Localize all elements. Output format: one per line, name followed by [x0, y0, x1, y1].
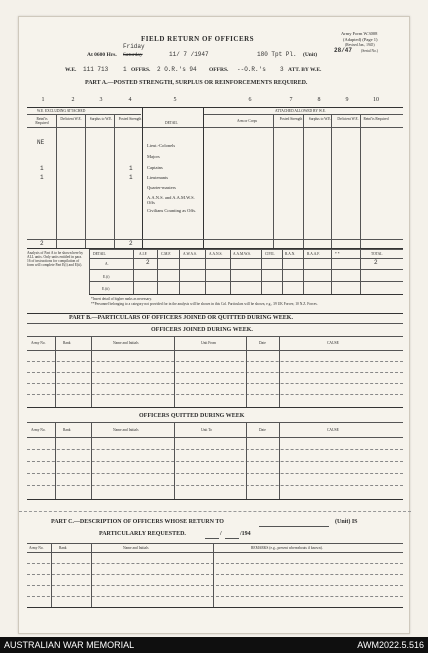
analysis-bottom-rule	[89, 294, 403, 295]
footer-accession-number: AWM2022.5.516	[357, 640, 424, 650]
grid-line	[91, 336, 92, 407]
grid-line	[133, 249, 134, 294]
ors-dash: --O.R.'s	[237, 66, 266, 73]
grid-line	[282, 249, 283, 294]
analysis-head-other: * *	[335, 252, 340, 256]
total-row-top-rule	[27, 239, 403, 240]
analysis-row-rule	[89, 269, 403, 270]
grid-line	[273, 114, 274, 248]
subhead-surplus-we-2: Surplus to W.E.	[308, 117, 332, 121]
col-number-2: 2	[71, 97, 75, 103]
we-value: 111 713	[83, 66, 109, 73]
part-c-col-army-no: Army No.	[29, 546, 44, 550]
part-c-heading: PART C.—DESCRIPTION OF OFFICERS WHOSE RETURN TO	[51, 519, 224, 525]
quitted-col-cause: CAUSE	[327, 428, 339, 432]
part-c-year: /194	[240, 531, 251, 537]
rank-captains: Captains	[147, 165, 163, 170]
grid-line	[91, 422, 92, 499]
part-a-heading: PART A.—POSTED STRENGTH, SURPLUS OR REINFORCEMENTS REQUIRED.	[85, 80, 308, 86]
part-c-bottom-rule	[27, 607, 403, 608]
subhead-deficient-we: Deficient W.E.	[60, 117, 82, 121]
quitted-head-rule	[27, 437, 403, 438]
grid-line	[331, 249, 332, 294]
grid-line	[203, 107, 204, 248]
part-a-top-rule	[27, 107, 403, 108]
col1-value-lieutenants: 1	[40, 174, 44, 181]
subhead-arm-corps: Arm or Corps	[237, 119, 257, 123]
quitted-col-name: Name and Initials	[113, 428, 139, 432]
joined-head-top-rule	[27, 336, 403, 337]
day-struck: Saturday	[123, 52, 143, 58]
col4-total: 2	[129, 240, 133, 247]
grid-line	[179, 249, 180, 294]
footnote-2: **Personnel belonging to a category not provided for in the analysis will be shown in this Col. Particulars will be shown, e.g., 39 UK Forces; 10 N.Z. Forces.	[91, 302, 318, 306]
att-label: ATT. BY W.E.	[288, 67, 322, 73]
quitted-heading: OFFICERS QUITTED DURING WEEK	[139, 413, 245, 419]
grid-line	[114, 114, 115, 248]
joined-row-line	[27, 372, 403, 373]
quitted-bottom-rule	[27, 499, 403, 500]
analysis-head-aamws: A.A.M.W.S.	[233, 252, 251, 256]
quitted-row-line	[27, 449, 403, 450]
analysis-head-cmf: C.M.F.	[161, 252, 171, 256]
unit-label: (Unit)	[303, 52, 318, 58]
form-revised: (Revised Jan., 1945)	[345, 43, 375, 47]
subhead-reinfts-required-2: Reinf'ts Required	[363, 117, 389, 121]
col-number-9: 9	[345, 97, 349, 103]
day-typed: Friday	[123, 43, 145, 50]
ors-we: 2 O.R.'s 94	[157, 66, 197, 73]
grid-line	[91, 543, 92, 607]
part-c-col-rank: Rank	[59, 546, 67, 550]
part-c-row-line	[27, 563, 403, 564]
part-c-slash: /	[220, 531, 222, 537]
analysis-row-ei: E.(i)	[103, 275, 110, 279]
col-number-5: 5	[173, 97, 177, 103]
quitted-col-rank: Rank	[63, 428, 71, 432]
grid-line	[174, 336, 175, 407]
rank-majors: Majors	[147, 154, 160, 159]
offrs-count: 1	[123, 66, 127, 73]
joined-col-army-no: Army No.	[31, 341, 46, 345]
grid-line	[55, 336, 56, 407]
grid-line	[174, 422, 175, 499]
analysis-head-aans: A.A.N.S.	[209, 252, 223, 256]
form-reference: Army Form W.3008	[341, 31, 378, 36]
serial-label: (Serial No.)	[361, 49, 378, 53]
part-c-head-rule	[27, 552, 403, 553]
subhead-surplus-we: Surplus to W.E.	[89, 117, 113, 121]
joined-col-date: Date	[259, 341, 266, 345]
part-c-col-name: Name and Initials	[123, 546, 149, 550]
joined-col-rank: Rank	[63, 341, 71, 345]
part-c-row-line	[27, 585, 403, 586]
analysis-head-rule	[89, 258, 403, 259]
quitted-row-line	[27, 485, 403, 486]
part-c-col-remarks: REMARKS (e.g., present whereabouts if known).	[251, 546, 323, 550]
subhead-detail: DETAIL	[165, 121, 178, 125]
joined-row-line	[27, 394, 403, 395]
field-return-form	[18, 16, 410, 634]
joined-bottom-rule	[27, 407, 403, 408]
rank-lt-colonels: Lieut.-Colonels	[147, 143, 176, 148]
quitted-row-line	[27, 461, 403, 462]
analysis-head-awas: A.W.A.S.	[183, 252, 197, 256]
quitted-head-top-rule	[27, 422, 403, 423]
grid-line	[261, 249, 262, 294]
quitted-col-unit-to: Unit To	[201, 428, 212, 432]
col-number-4: 4	[128, 97, 132, 103]
part-a-subrule-left	[27, 114, 141, 115]
analysis-aif-value: 2	[146, 259, 150, 266]
col1-total: 2	[40, 240, 44, 247]
grid-line	[85, 114, 86, 248]
col1-value-row1: NE	[37, 139, 45, 146]
grid-line	[279, 422, 280, 499]
analysis-head-raaf: R.A.A.F.	[307, 252, 320, 256]
col-number-10: 10	[373, 97, 379, 103]
grid-line	[279, 336, 280, 407]
form-adapted: (Adapted) (Page 1)	[343, 37, 378, 42]
serial-number: 28/47	[334, 47, 353, 54]
analysis-row-rule	[89, 281, 403, 282]
joined-col-cause: CAUSE	[327, 341, 339, 345]
joined-col-name: Name and Initials	[113, 341, 139, 345]
col4-value-captains: 1	[129, 165, 133, 172]
grid-line	[360, 114, 361, 248]
joined-row-line	[27, 361, 403, 362]
grid-line	[360, 249, 361, 294]
col-number-1: 1	[41, 97, 45, 103]
part-c-day-line	[205, 538, 219, 539]
part-c-row-line	[27, 596, 403, 597]
footer-institution: AUSTRALIAN WAR MEMORIAL	[4, 640, 135, 650]
subhead-posted-strength: Posted Strength	[118, 117, 142, 121]
quitted-col-date: Date	[259, 428, 266, 432]
grid-line	[303, 114, 304, 248]
analysis-head-ran: R.A.N.	[285, 252, 296, 256]
offrs-label: OFFRS.	[131, 67, 151, 73]
footnote-1: *Insert detail of higher ranks as necessary.	[91, 297, 152, 301]
grid-line	[205, 249, 206, 294]
part-c-unit-line	[259, 526, 329, 527]
analysis-row-eii: E.(ii)	[102, 287, 110, 291]
part-c-heading-2: PARTICULARLY REQUESTED.	[99, 531, 186, 537]
joined-heading: OFFICERS JOINED DURING WEEK.	[151, 327, 253, 333]
analysis-head-detail: DETAIL	[93, 252, 106, 256]
grid-line	[331, 114, 332, 248]
grid-line	[55, 422, 56, 499]
archive-footer	[0, 637, 428, 653]
rank-civilians: Civilians Counting as Offs.	[147, 208, 197, 213]
analysis-head-civil: CIVIL	[265, 252, 275, 256]
rank-aans-aamws: A.A.N.S. and A.A.M.W.S. Offs	[147, 195, 195, 205]
grid-line	[142, 107, 143, 248]
perforation-line	[19, 511, 411, 512]
at-hours-label: At 0600 Hrs.	[87, 52, 117, 58]
form-title: FIELD RETURN OF OFFICERS	[141, 35, 255, 43]
analysis-row-a: A.	[105, 262, 109, 266]
col-number-6: 6	[248, 97, 252, 103]
part-b-heading: PART B.—PARTICULARS OF OFFICERS JOINED OR QUITTED DURING WEEK.	[69, 315, 293, 321]
analysis-total-value: 2	[374, 259, 378, 266]
att-count: 3	[280, 66, 284, 73]
col-number-7: 7	[289, 97, 293, 103]
part-a-header-rule	[27, 127, 403, 128]
we-excluding-heading: W.E. EXCLUDING ATTACHED	[37, 109, 86, 113]
grid-line	[303, 249, 304, 294]
analysis-head-total: TOTAL	[371, 252, 383, 256]
grid-line	[89, 249, 90, 294]
rank-lieutenants: Lieutenants	[147, 175, 168, 180]
joined-head-rule	[27, 350, 403, 351]
offrs-label-2: OFFRS.	[209, 67, 229, 73]
part-c-row-line	[27, 574, 403, 575]
analysis-head-aif: A.I.F.	[139, 252, 148, 256]
part-c-month-line	[225, 538, 239, 539]
attached-allowed-heading: ATTACHED ALLOWED BY W.E.	[275, 109, 326, 113]
subhead-deficient-we-2: Deficient W.E.	[337, 117, 359, 121]
part-b-top-rule	[27, 313, 403, 314]
grid-line	[230, 249, 231, 294]
col1-value-captains: 1	[40, 165, 44, 172]
we-label: W.E.	[65, 67, 77, 73]
quitted-row-line	[27, 473, 403, 474]
part-b-rule	[27, 323, 403, 324]
grid-line	[56, 114, 57, 248]
joined-row-line	[27, 383, 403, 384]
col-number-3: 3	[99, 97, 103, 103]
analysis-note: Analysis of Part A to be shown here by ALL units. Only units entitled in para. 16 of instructions for compilation of form will complete Part E(i) and E(ii).	[27, 251, 84, 267]
return-date: 11/ 7 /1947	[169, 51, 209, 58]
col-number-8: 8	[317, 97, 321, 103]
col4-value-lieutenants: 1	[129, 174, 133, 181]
joined-col-unit-from: Unit From	[201, 341, 217, 345]
grid-line	[213, 543, 214, 607]
grid-line	[246, 422, 247, 499]
grid-line	[51, 543, 52, 607]
part-c-head-top-rule	[27, 543, 403, 544]
rank-quarter-masters: Quarter-masters	[147, 185, 176, 190]
unit-name: 180 Tpt Pl.	[257, 51, 297, 58]
subhead-reinfts-required: Reinf'ts Required	[35, 117, 49, 125]
analysis-top-rule	[89, 249, 403, 250]
grid-line	[157, 249, 158, 294]
quitted-col-army-no: Army No.	[31, 428, 46, 432]
grid-line	[246, 336, 247, 407]
subhead-posted-strength-2: Posted Strength	[279, 117, 303, 121]
part-c-unit-is: (Unit) IS	[335, 519, 358, 525]
